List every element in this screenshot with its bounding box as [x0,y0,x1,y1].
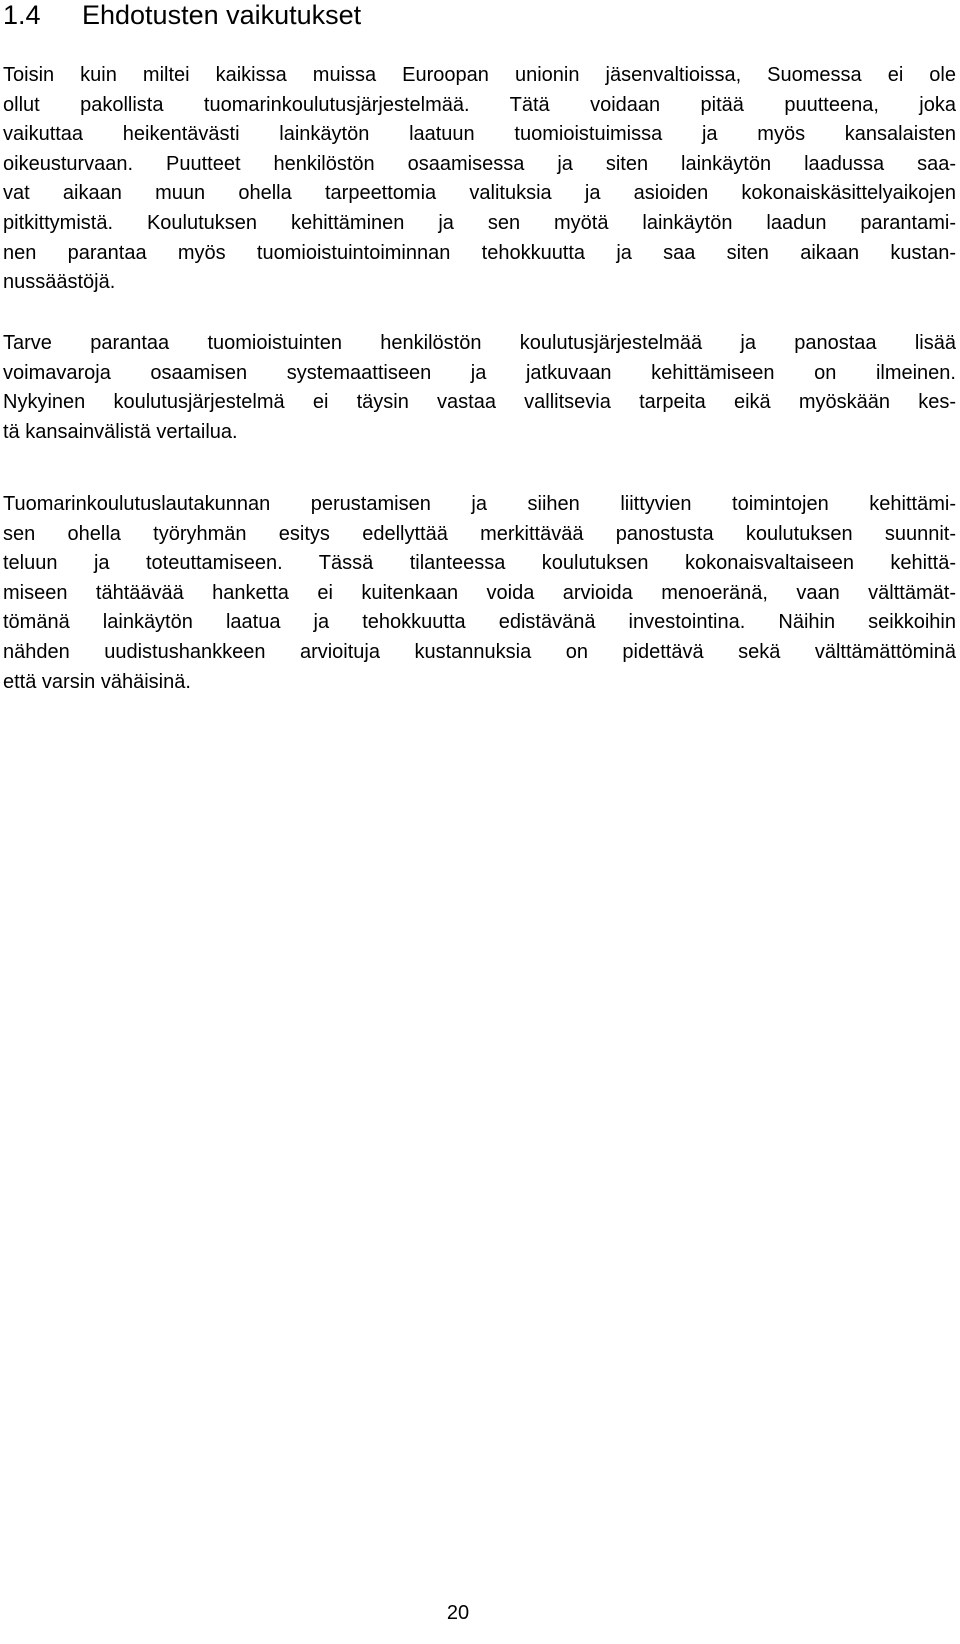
page-number-footer [0,1601,960,1625]
paragraph-line: että varsin vähäisinä. [3,670,191,693]
paragraph-line: vaikuttaa heikentävästi lainkäytön laatuun tuomioistuimissa ja myös kansalaisten [3,123,956,146]
paragraph-line: nähden uudistushankkeen arvioituja kustannuksia on pidettävä sekä välttämättöminä [3,640,956,663]
paragraph-line: ollut pakollista tuomarinkoulutusjärjestelmää. Tätä voidaan pitää puutteena, joka [3,93,956,116]
section-title: Ehdotusten vaikutukset [82,0,362,30]
paragraph-line: teluun ja toteuttamiseen. Tässä tilanteessa koulutuksen kokonaisvaltaiseen kehittä- [3,552,956,575]
section-heading [3,0,361,36]
paragraph-2 [3,329,956,447]
paragraph-line: tömänä lainkäytön laatua ja tehokkuutta edistävänä investointina. Näihin seikkoihin [3,611,956,634]
paragraph-line: Nykyinen koulutusjärjestelmä ei täysin vastaa vallitsevia tarpeita eikä myöskään kes- [3,391,956,414]
paragraph-line: Tarve parantaa tuomioistuinten henkilöstön koulutusjärjestelmää ja panostaa lisää [3,332,956,354]
paragraph-line: voimavaroja osaamisen systemaattiseen ja jatkuvaan kehittämiseen on ilmeinen. [3,361,956,384]
paragraph-line: nen parantaa myös tuomioistuintoiminnan tehokkuutta ja saa siten aikaan kustan- [3,241,956,264]
paragraph-line: oikeusturvaan. Puutteet henkilöstön osaamisessa ja siten lainkäytön laadussa saa- [3,152,956,175]
paragraph-1 [3,61,956,298]
paragraph-line: miseen tähtäävää hanketta ei kuitenkaan voida arvioida menoeränä, vaan välttämät- [3,581,956,604]
paragraph-line: tä kansainvälistä vertailua. [3,420,238,443]
paragraph-line: Toisin kuin miltei kaikissa muissa Euroopan unionin jäsenvaltioissa, Suomessa ei ole [3,64,956,86]
paragraph-line: Tuomarinkoulutuslautakunnan perustamisen ja siihen liittyvien toimintojen kehittämi- [3,493,956,515]
paragraph-line: nussäästöjä. [3,271,116,294]
paragraph-line: sen ohella työryhmän esitys edellyttää merkittävää panostusta koulutuksen suunnit- [3,522,956,545]
paragraph-3 [3,490,956,697]
paragraph-line: vat aikaan muun ohella tarpeettomia valituksia ja asioiden kokonaiskäsittelyaikojen [3,182,956,205]
page-number: 20 [446,1602,470,1624]
section-number: 1.4 [3,0,41,30]
paragraph-line: pitkittymistä. Koulutuksen kehittäminen ja sen myötä lainkäytön laadun parantami- [3,211,956,234]
